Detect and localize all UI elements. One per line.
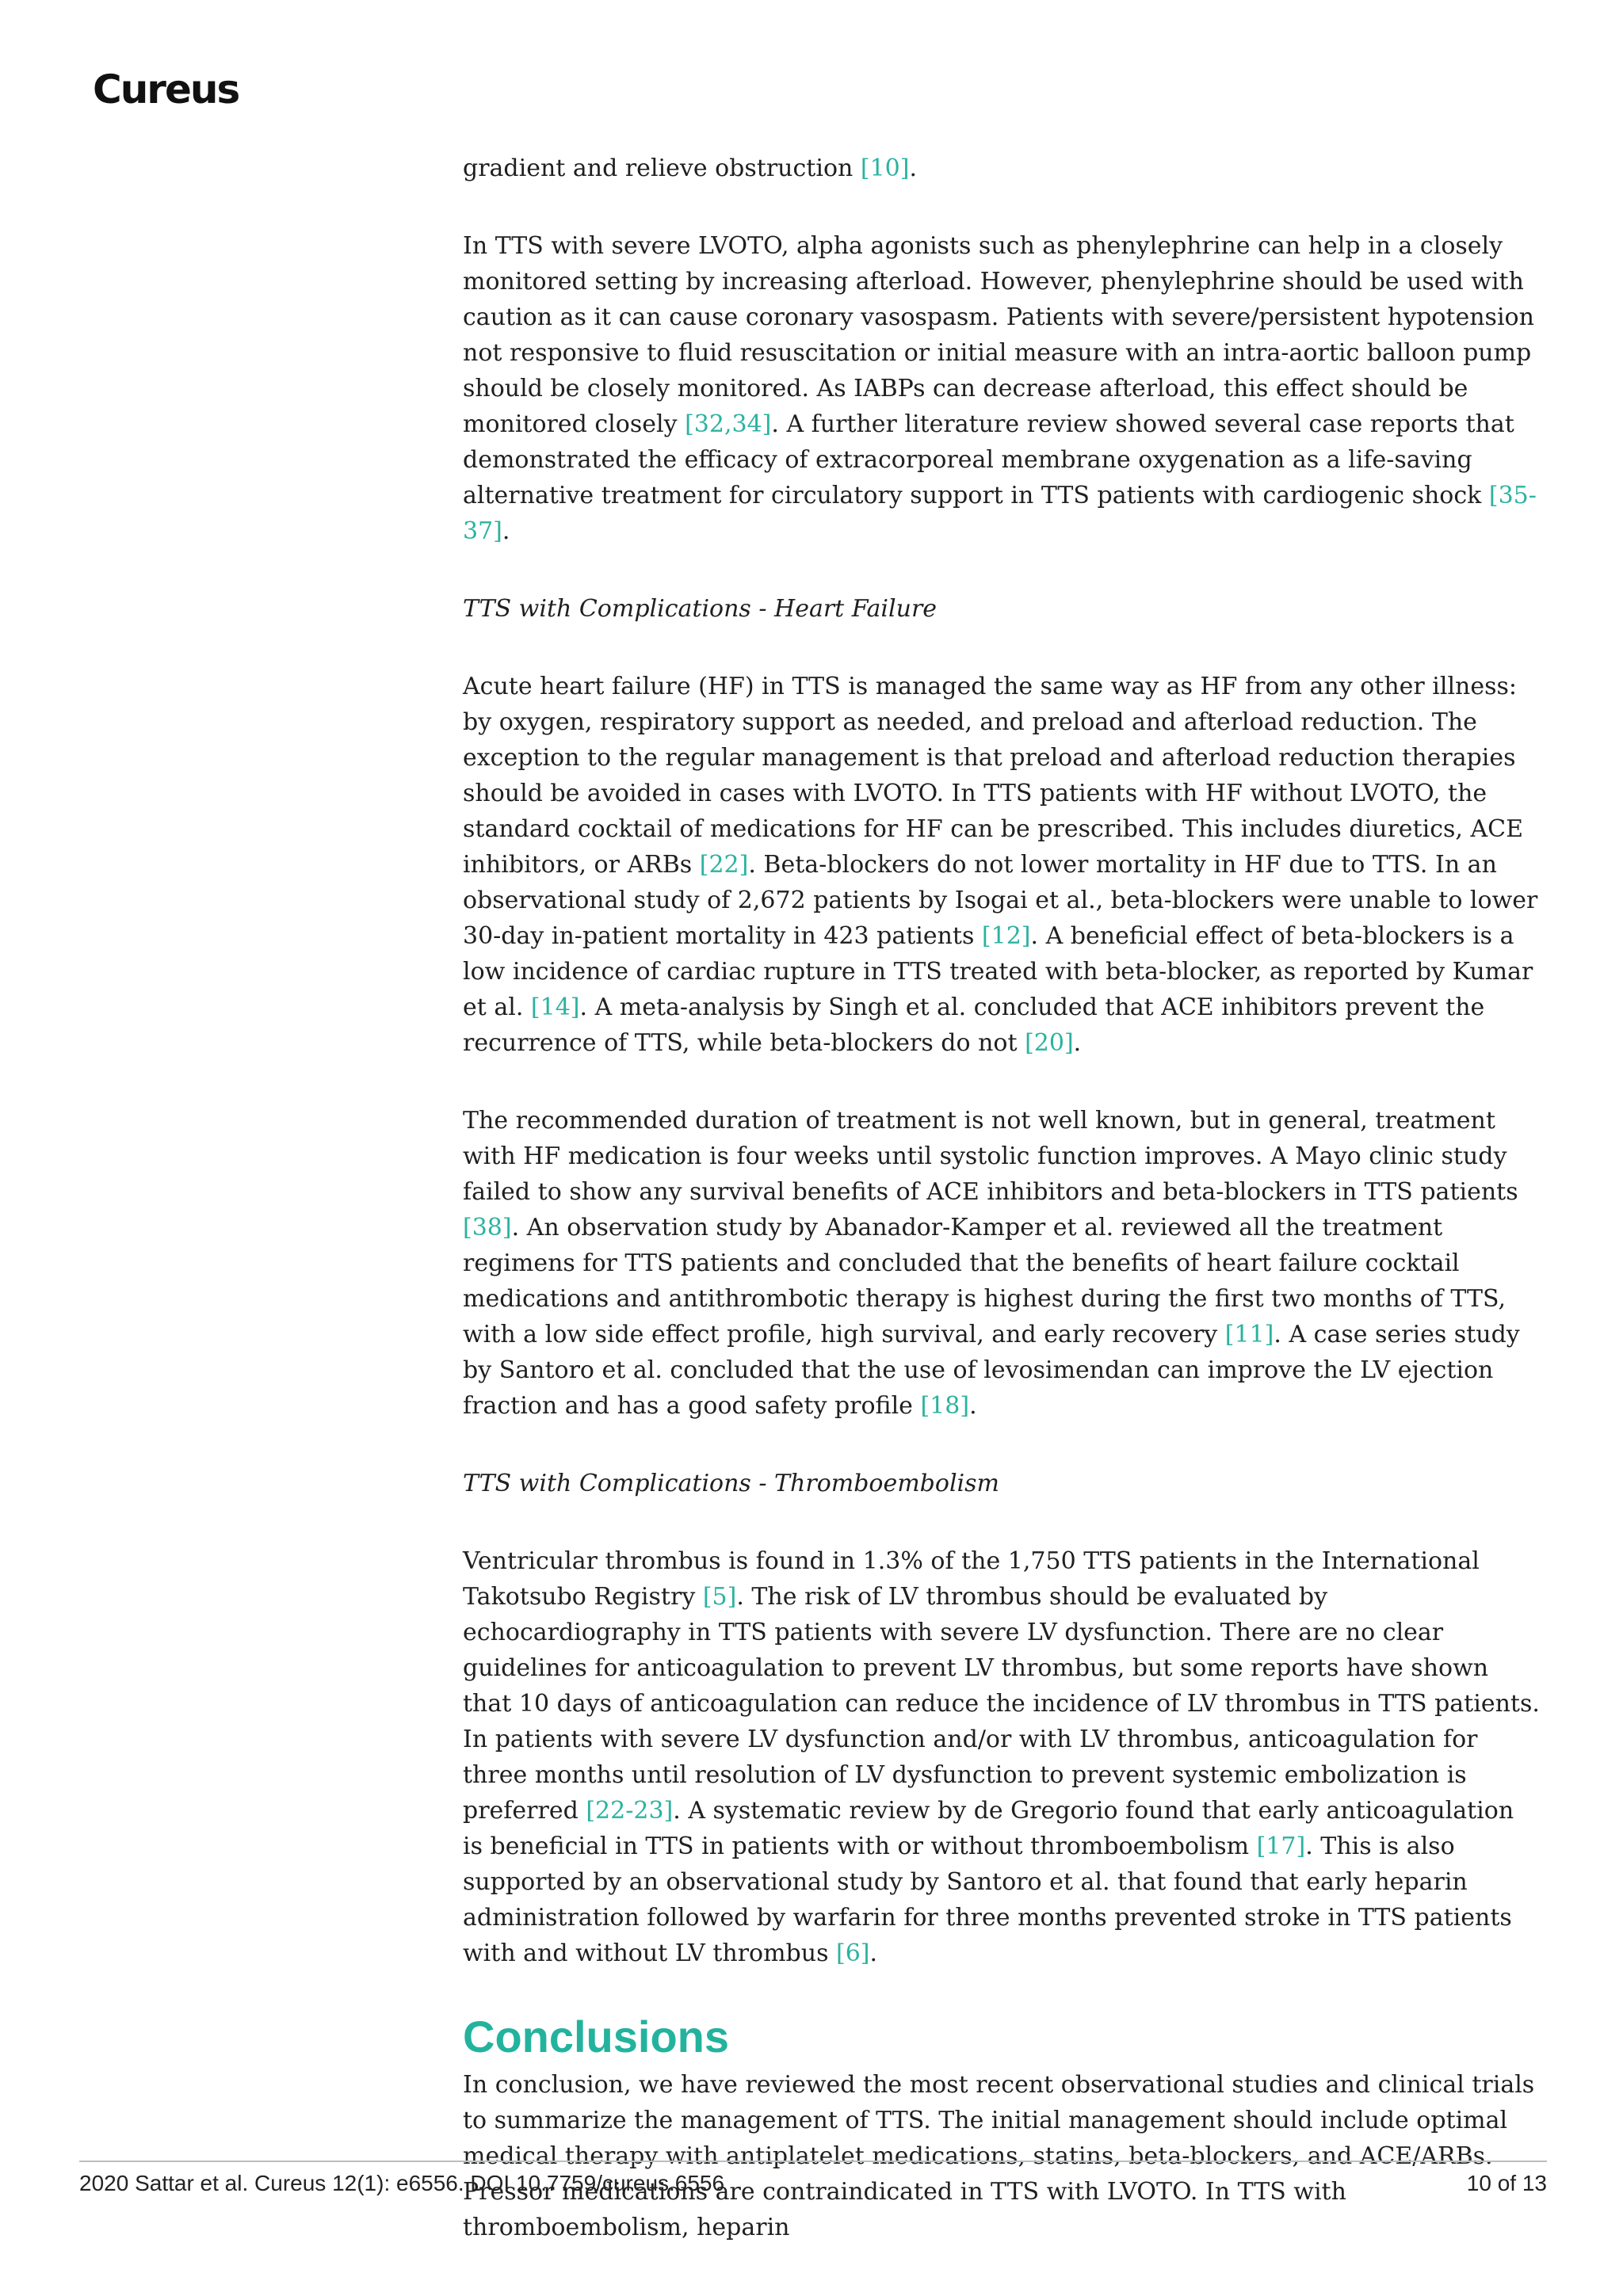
text-segment: . A case series study by Santoro et al. concluded that the use of levosimendan can improve the LV ejection fraction and has a good safety profile bbox=[463, 1321, 1520, 1420]
text-segment: . bbox=[1073, 1029, 1082, 1057]
text-segment: . The risk of LV thrombus should be evaluated by echocardiography in TTS patients with severe LV dysfunction. There are no clear guidelines for anticoagulation to prevent LV thrombus, but some reports have shown that 10 days of anticoagulation can reduce the incidence of LV thrombus in TTS patients. In patients with severe LV dysfunction and/or with LV thrombus, anticoagulation for three months until resolution of LV dysfunction to prevent systemic embolization is preferred bbox=[463, 1583, 1540, 1825]
reference-link[interactable]: [38] bbox=[463, 1214, 512, 1241]
conclusions-heading: Conclusions bbox=[463, 2012, 730, 2061]
text-segment: . bbox=[502, 517, 510, 545]
paragraph-lvoto bbox=[463, 228, 1541, 549]
text-segment: . A systematic review by de Gregorio found that early anticoagulation is beneficial in TTS in patients with or without thromboembolism bbox=[463, 1797, 1514, 1860]
reference-link[interactable]: [20] bbox=[1025, 1029, 1074, 1057]
paragraph-thromboembolism bbox=[463, 1543, 1541, 1971]
text-segment: gradient and relieve obstruction bbox=[463, 154, 861, 182]
paragraph-treatment-duration bbox=[463, 1103, 1541, 1424]
text-segment: Ventricular thrombus is found in 1.3% of the 1,750 TTS patients in the International Takotsubo Registry bbox=[463, 1547, 1480, 1611]
reference-link[interactable]: [32,34] bbox=[685, 410, 772, 438]
page-number: 10 of 13 bbox=[1466, 2171, 1547, 2195]
text-segment: . Beta-blockers do not lower mortality in HF due to TTS. In an observational study of 2,672 patients by Isogai et al., beta-blockers were unable to lower 30-day in-patient mortality in 423 patients bbox=[463, 851, 1538, 950]
paragraph-heart-failure bbox=[463, 669, 1541, 1061]
reference-link[interactable]: [17] bbox=[1256, 1833, 1306, 1860]
reference-link[interactable]: [11] bbox=[1224, 1321, 1274, 1348]
reference-link[interactable]: [14] bbox=[530, 994, 580, 1021]
reference-link[interactable]: [5] bbox=[702, 1583, 737, 1611]
cureus-logo: Cureus bbox=[93, 67, 239, 113]
text-segment: . A further literature review showed several case reports that demonstrated the efficacy of extracorporeal membrane oxygenation as a life-saving alternative treatment for circulatory support in TTS patients with cardiogenic shock bbox=[463, 410, 1514, 509]
paragraph-gradient bbox=[463, 151, 1541, 186]
footer-divider bbox=[79, 2161, 1547, 2162]
reference-link[interactable]: [12] bbox=[981, 922, 1031, 950]
subheading-heart-failure: TTS with Complications - Heart Failure bbox=[463, 595, 938, 623]
text-segment: . bbox=[869, 1939, 878, 1967]
text-segment: . A meta-analysis by Singh et al. concluded that ACE inhibitors prevent the recurrence of TTS, while beta-blockers do not bbox=[463, 994, 1485, 1057]
reference-link[interactable]: [22-23] bbox=[586, 1797, 674, 1825]
paragraph-conclusions: In conclusion, we have reviewed the most recent observational studies and clinical trials to summarize the management of TTS. The initial management should include optimal medical therapy with antiplatelet medications, statins, beta-blockers, and ACE/ARBs. Pressor medications are contraindicated in TTS with LVOTO. In TTS with thromboembolism, heparin bbox=[463, 2071, 1535, 2241]
text-segment: . This is also supported by an observational study by Santoro et al. that found that early heparin administration followed by warfarin for three months prevented stroke in TTS patients with and without LV thrombus bbox=[463, 1833, 1512, 1967]
text-segment: . bbox=[969, 1392, 977, 1420]
text-segment: . bbox=[909, 154, 918, 182]
reference-link[interactable]: [6] bbox=[836, 1939, 870, 1967]
text-segment: The recommended duration of treatment is not well known, but in general, treatment with HF medication is four weeks until systolic function improves. A Mayo clinic study failed to show any survival benefits of ACE inhibitors and beta-blockers in TTS patients bbox=[463, 1107, 1518, 1206]
text-segment: . An observation study by Abanador-Kamper et al. reviewed all the treatment regimens for TTS patients and concluded that the benefits of heart failure cocktail medications and antithrombotic therapy is highest during the first two months of TTS, with a low side effect profile, high survival, and early recovery bbox=[463, 1214, 1506, 1348]
text-segment: . A beneficial effect of beta-blockers is a low incidence of cardiac rupture in TTS treated with beta-blocker, as reported by Kumar et al. bbox=[463, 922, 1533, 1021]
text-segment: In TTS with severe LVOTO, alpha agonists such as phenylephrine can help in a closely monitored setting by increasing afterload. However, phenylephrine should be used with caution as it can cause coronary vasospasm. Patients with severe/persistent hypotension not responsive to fluid resuscitation or initial measure with an intra-aortic balloon pump should be closely monitored. As IABPs can decrease afterload, this effect should be monitored closely bbox=[463, 232, 1534, 438]
footer-citation: 2020 Sattar et al. Cureus 12(1): e6556. DOI 10.7759/cureus.6556 bbox=[79, 2171, 725, 2195]
subheading-thromboembolism: TTS with Complications - Thromboembolism bbox=[463, 1470, 999, 1497]
article-body bbox=[463, 151, 1541, 2287]
reference-link[interactable]: [18] bbox=[920, 1392, 970, 1420]
reference-link[interactable]: [10] bbox=[860, 154, 910, 182]
reference-link[interactable]: [22] bbox=[699, 851, 749, 879]
reference-link[interactable]: [35-37] bbox=[463, 482, 1537, 545]
text-segment: Acute heart failure (HF) in TTS is managed the same way as HF from any other illness: by oxygen, respiratory support as needed, and preload and afterload reduction. The exception to the regular management is that preload and afterload reduction therapies should be avoided in cases with LVOTO. In TTS patients with HF without LVOTO, the standard cocktail of medications for HF can be prescribed. This includes diuretics, ACE inhibitors, or ARBs bbox=[463, 673, 1523, 879]
